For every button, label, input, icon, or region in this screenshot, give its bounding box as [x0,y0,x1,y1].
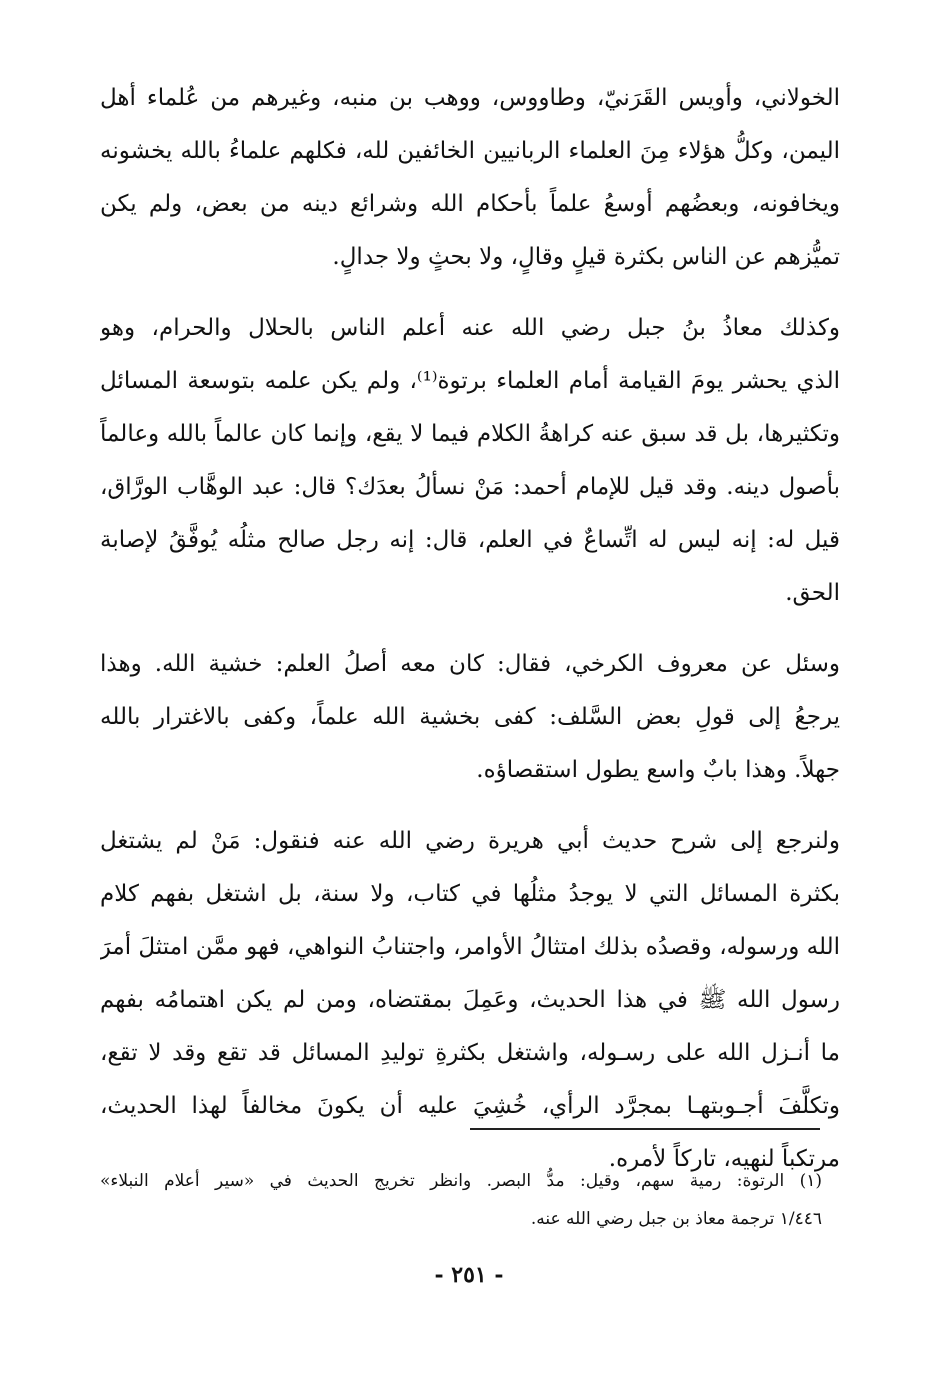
footnote-line: (١) الرتوة: رمية سهم، وقيل: مدُّ البصر. وانظر تخريج الحديث في «سير أعلام النبلاء» [100,1171,822,1191]
text-line: مرتكباً لنهيه، تاركاً لأمره. [608,1146,840,1172]
text-line: يرجعُ إلى قولِ بعض السَّلف: كفى بخشية الله علماً، وكفى بالاغترار بالله [100,704,840,730]
footnote [100,1162,822,1238]
text-line: ولنرجع إلى شرح حديث أبي هريرة رضي الله عنه فنقول: مَنْ لم يشتغل [100,828,840,854]
text-line: بكثرة المسائل التي لا يوجدُ مثلُها في كتاب، ولا سنة، بل اشتغل بفهم كلام [100,881,840,907]
paragraph-4 [100,815,840,1186]
text-line: رسول الله ﷺ في هذا الحديث، وعَمِلَ بمقتضاه، ومن لم يكن اهتمامُه بفهم [100,987,840,1013]
text-line: وتكلَّفَ أجـوبتهـا بمجرَّد الرأي، خُشِيَ عليه أن يكونَ مخالفاً لهذا الحديث، [100,1093,840,1119]
text-line: تميُّزهم عن الناس بكثرة قيلٍ وقالٍ، ولا بحثٍ ولا جدالٍ. [332,244,840,270]
text-line: ويخافونه، وبعضُهم أوسعُ علماً بأحكام الله وشرائع دينه من بعض، ولم يكن [100,191,840,217]
text-line: وتكثيرها، بل قد سبق عنه كراهةُ الكلام فيما لا يقع، وإنما كان عالماً بالله وعالماً [100,421,840,447]
page-number: - ٢٥١ - [434,1262,504,1288]
main-text [100,72,840,1186]
text-line: الله ورسوله، وقصدُه بذلك امتثالُ الأوامر، واجتنابُ النواهي، فهو ممَّن امتثلَ أمرَ [100,934,840,960]
text-line: الحق. [785,580,840,606]
paragraph-1 [100,72,840,284]
text-line: وسئل عن معروف الكرخي، فقال: كان معه أصلُ العلم: خشية الله. وهذا [100,651,840,677]
text-line: قيل له: إنه ليس له اتِّساعٌ في العلم، قال: إنه رجل صالح مثلُه يُوفَّقُ لإصابة [100,527,840,553]
footnote-separator [470,1128,820,1130]
text-line: الذي يحشر يومَ القيامة أمام العلماء برتوة⁽¹⁾، ولم يكن علمه بتوسعة المسائل [100,368,840,394]
text-line: اليمن، وكلُّ هؤلاء مِنَ العلماء الربانيين الخائفين لله، فكلهم علماءُ بالله يخشونه [100,138,840,164]
text-line: الخولاني، وأويس القَرَنيّ، وطاووس، ووهب بن منبه، وغيرهم من عُلماء أهل [100,85,840,111]
paragraph-2 [100,302,840,620]
footnote-line: ١/٤٤٦ ترجمة معاذ بن جبل رضي الله عنه. [530,1209,822,1229]
text-line: بأصول دينه. وقد قيل للإمام أحمد: مَنْ نسألُ بعدَك؟ قال: عبد الوهَّاب الورَّاق، [100,474,840,500]
text-line: ما أنـزل الله على رسـوله، واشتغل بكثرةِ توليدِ المسائل قد تقع وقد لا تقع، [100,1040,840,1066]
text-line: جهلاً. وهذا بابٌ واسع يطول استقصاؤه. [476,757,840,783]
text-line: وكذلك معاذُ بنُ جبل رضي الله عنه أعلم الناس بالحلال والحرام، وهو [100,315,840,341]
paragraph-3 [100,638,840,797]
